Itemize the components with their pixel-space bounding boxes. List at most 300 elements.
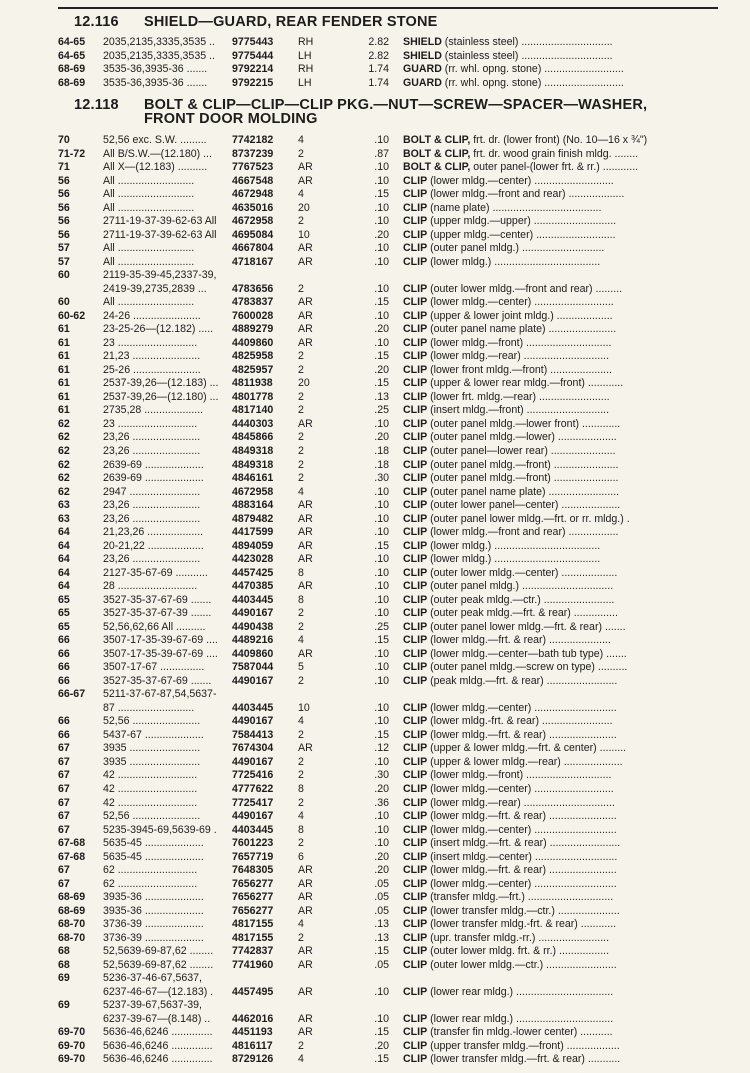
part-name: CLIP (403, 431, 428, 444)
part-number-cell: 7742182 (232, 134, 274, 146)
part-name: CLIP (403, 931, 428, 944)
description-cell (403, 283, 715, 297)
part-number-cell: 7587044 (232, 661, 274, 674)
year-cell: 64-65 (58, 36, 86, 48)
year-cell: 61 (58, 336, 70, 349)
quantity-cell: AR (298, 958, 313, 971)
part-number-cell: 9775444 (232, 49, 274, 62)
part-number-cell: 4849318 (232, 445, 274, 457)
year-cell: 66-67 (58, 688, 86, 701)
table-row (0, 499, 750, 513)
part-name: CLIP (403, 499, 428, 511)
models-cell: All B/S.W.—(12.180) ... (103, 147, 212, 160)
quantity-cell: AR (298, 864, 313, 877)
part-description: (lower mldg.—frt. & rear) ....................... (427, 810, 617, 822)
table-row (0, 824, 750, 838)
quantity-cell: RH (298, 63, 314, 75)
description-cell (403, 36, 715, 50)
part-number-cell: 4451193 (232, 1026, 273, 1039)
models-cell: 3507-17-35-39-67-69 .... (103, 634, 218, 647)
table-row (0, 553, 750, 567)
table-row (0, 310, 750, 324)
description-cell (403, 553, 715, 567)
price-cell: .05 (374, 877, 389, 890)
part-description: (lower rear mldg.) ................................. (427, 1012, 614, 1025)
part-name: SHIELD (403, 36, 442, 48)
quantity-cell: AR (298, 242, 313, 255)
price-cell: .10 (374, 282, 389, 295)
part-name: CLIP (403, 715, 428, 728)
year-cell: 69-70 (58, 1039, 86, 1052)
part-description: (outer peak mldg.—ctr.) ........................ (427, 593, 615, 606)
description-cell (403, 945, 715, 959)
models-cell: 5237-39-67,5637-39, (103, 999, 202, 1012)
quantity-cell: 2 (298, 796, 304, 809)
models-cell: 25-26 ....................... (103, 363, 201, 376)
part-description: (outer panel mldg.) ............................ (427, 242, 605, 255)
table-row (0, 878, 750, 892)
year-cell: 62 (58, 431, 70, 444)
table-row (0, 148, 750, 162)
table-row (0, 932, 750, 946)
quantity-cell: 2 (298, 282, 304, 295)
description-cell (403, 567, 715, 581)
part-number-cell: 4894059 (232, 539, 274, 552)
table-row (0, 702, 750, 716)
description-cell (403, 540, 715, 554)
part-name: CLIP (403, 526, 428, 539)
part-name: CLIP (403, 620, 428, 633)
part-description: frt. dr. (lower front) (No. 10—16 x ¾") (470, 134, 648, 146)
table-row (0, 797, 750, 811)
models-cell: 6237-46-67—(12.183) . (103, 985, 214, 998)
price-cell: .10 (374, 580, 389, 593)
price-cell: .10 (374, 985, 389, 998)
price-cell: 2.82 (368, 36, 389, 48)
part-number-cell: 8729126 (232, 1053, 274, 1066)
part-number-cell: 4672958 (232, 215, 274, 228)
price-cell: .20 (374, 1039, 389, 1052)
part-number-cell: 4490167 (232, 607, 274, 620)
price-cell: .10 (374, 242, 389, 255)
table-row (0, 486, 750, 500)
part-description: (lower mldg.—frt. & rear) ..................... (427, 634, 611, 647)
table-row (0, 526, 750, 540)
part-name: GUARD (403, 76, 442, 89)
part-name: CLIP (403, 472, 428, 484)
table-row (0, 513, 750, 527)
part-number-cell: 7767523 (232, 161, 274, 173)
part-number-cell: 7648305 (232, 864, 274, 877)
table-row (0, 567, 750, 581)
models-cell: 3535-36,3935-36 ....... (103, 76, 208, 89)
part-name: CLIP (403, 823, 428, 836)
year-cell: 64 (58, 580, 70, 593)
quantity-cell: AR (298, 539, 313, 552)
part-number-cell: 4672958 (232, 485, 274, 498)
description-cell (403, 431, 715, 445)
part-description: (lower frt. mldg.—rear) ........................ (427, 390, 610, 403)
description-cell (403, 783, 715, 797)
description-cell (403, 932, 715, 946)
table-row (0, 161, 750, 175)
models-cell: 3935 ........................ (103, 755, 201, 768)
models-cell: 3507-17-35-39-67-69 .... (103, 647, 218, 660)
table-row (0, 675, 750, 689)
models-cell: 87 .......................... (103, 701, 195, 714)
table-row (0, 175, 750, 189)
part-name: CLIP (403, 174, 428, 187)
price-cell: .18 (374, 458, 389, 471)
part-description: (upper & lower mldg.—rear) .................... (427, 755, 623, 768)
part-description: (outer panel mldg.) ............................... (427, 580, 614, 593)
table-row (0, 404, 750, 418)
price-cell: .20 (374, 431, 389, 444)
part-name: CLIP (403, 661, 428, 674)
table-row (0, 634, 750, 648)
description-cell (403, 878, 715, 892)
table-row (0, 837, 750, 851)
price-cell: .10 (374, 215, 389, 228)
table-row (0, 472, 750, 486)
table-row (0, 648, 750, 662)
part-number-cell: 7657719 (232, 850, 274, 863)
models-cell: 3527-35-37-67-39 ....... (103, 607, 212, 620)
models-cell: 3535-36,3935-36 ....... (103, 63, 208, 75)
quantity-cell: 6 (298, 850, 304, 863)
description-cell (403, 418, 715, 432)
price-cell: .10 (374, 485, 389, 498)
models-cell: 23,26 ....................... (103, 431, 201, 444)
table-row (0, 63, 750, 77)
part-number-cell: 7656277 (232, 891, 274, 904)
part-name: CLIP (403, 228, 428, 241)
year-cell: 62 (58, 417, 70, 430)
part-name: CLIP (403, 201, 428, 214)
part-number-cell: 4409860 (232, 647, 274, 660)
part-name: CLIP (403, 904, 428, 917)
part-description: (lower mldg.) .................................... (427, 255, 601, 268)
table-row (0, 891, 750, 905)
part-name: CLIP (403, 1026, 428, 1039)
price-cell: .30 (374, 472, 389, 484)
models-cell: 3527-35-37-67-69 ....... (103, 674, 212, 687)
part-number-cell: 4490167 (232, 674, 274, 687)
section-heading-12-116 (74, 15, 438, 29)
part-name: CLIP (403, 607, 428, 620)
table-row (0, 269, 750, 283)
part-description: (lower mldg.—front and rear) ................. (427, 526, 619, 539)
quantity-cell: AR (298, 580, 313, 593)
year-cell: 56 (58, 188, 70, 201)
part-name: CLIP (403, 742, 428, 755)
table-row (0, 905, 750, 919)
table-row (0, 756, 750, 770)
year-cell: 70 (58, 134, 70, 146)
table-row (0, 1053, 750, 1067)
description-cell (403, 323, 715, 337)
part-name: CLIP (403, 1039, 428, 1052)
part-name: CLIP (403, 837, 428, 849)
top-rule (58, 7, 718, 9)
models-cell: 52,56 exc. S.W. ......... (103, 134, 207, 146)
year-cell: 57 (58, 255, 70, 268)
part-number-cell: 7741960 (232, 958, 274, 971)
description-cell (403, 634, 715, 648)
price-cell: .15 (374, 539, 389, 552)
description-cell (403, 797, 715, 811)
models-cell: All .......................... (103, 174, 195, 187)
part-name: CLIP (403, 282, 428, 295)
description-cell (403, 729, 715, 743)
part-description: (lower mldg.—front) ............................. (427, 769, 612, 782)
models-cell: 5437-67 .................... (103, 728, 204, 741)
year-cell: 64-65 (58, 49, 86, 62)
price-cell: .15 (374, 377, 389, 390)
table-row (0, 377, 750, 391)
part-description: (outer panel name plate) ........................ (427, 485, 620, 498)
quantity-cell: 2 (298, 390, 304, 403)
models-cell: 6237-39-67—(8.148) .. (103, 1012, 211, 1025)
quantity-cell: 2 (298, 404, 304, 417)
models-cell: All .......................... (103, 201, 195, 214)
table-row (0, 959, 750, 973)
description-cell (403, 607, 715, 621)
year-cell: 67 (58, 796, 70, 809)
quantity-cell: 2 (298, 363, 304, 376)
description-cell (403, 715, 715, 729)
part-description: (lower front mldg.—front) ..................... (427, 363, 612, 376)
part-number-cell: 4409860 (232, 336, 274, 349)
part-number-cell: 4403445 (232, 701, 274, 714)
description-cell (403, 1013, 715, 1027)
part-name: GUARD (403, 63, 442, 75)
price-cell: .15 (374, 296, 389, 309)
part-name: CLIP (403, 958, 428, 971)
quantity-cell: 10 (298, 228, 310, 241)
quantity-cell: AR (298, 945, 313, 958)
year-cell: 56 (58, 174, 70, 187)
part-description: (outer lower panel—center) .................... (427, 499, 621, 511)
part-name: CLIP (403, 580, 428, 593)
models-cell: 23 ........................... (103, 417, 198, 430)
year-cell: 60 (58, 296, 70, 309)
part-name: CLIP (403, 255, 428, 268)
table-row (0, 202, 750, 216)
section-heading-12-118 (74, 97, 648, 127)
part-number-cell: 4423028 (232, 553, 274, 566)
models-cell: 2035,2135,3335,3535 .. (103, 49, 215, 62)
part-description: (lower mldg.—center—bath tub type) ....... (427, 647, 627, 660)
table-row (0, 729, 750, 743)
quantity-cell: 4 (298, 810, 304, 822)
quantity-cell: LH (298, 76, 312, 89)
quantity-cell: 2 (298, 215, 304, 228)
year-cell: 65 (58, 593, 70, 606)
part-number-cell: 4490167 (232, 810, 274, 822)
price-cell: .10 (374, 1012, 389, 1025)
year-cell: 61 (58, 390, 70, 403)
price-cell: .05 (374, 958, 389, 971)
description-cell (403, 702, 715, 716)
quantity-cell: 2 (298, 769, 304, 782)
part-number-cell: 4883164 (232, 499, 274, 511)
table-row (0, 418, 750, 432)
part-number-cell: 4817155 (232, 918, 274, 931)
table-row (0, 580, 750, 594)
part-number-cell: 4667804 (232, 242, 274, 255)
price-cell: .05 (374, 891, 389, 904)
part-name: CLIP (403, 485, 428, 498)
table-row (0, 50, 750, 64)
price-cell: .13 (374, 918, 389, 931)
price-cell: .10 (374, 417, 389, 430)
part-description: (lower mldg.—center) ........................... (427, 783, 614, 795)
quantity-cell: AR (298, 742, 313, 755)
part-description: (upper transfer mldg.—front) .................. (427, 1039, 620, 1052)
table-row (0, 296, 750, 310)
year-cell: 68-70 (58, 918, 86, 931)
price-cell: .15 (374, 634, 389, 647)
part-description: (outer panel mldg.—front) ...................... (427, 458, 619, 471)
part-name: CLIP (403, 296, 428, 309)
price-cell: .10 (374, 512, 389, 525)
part-name: CLIP (403, 634, 428, 647)
part-description: (lower mldg.—rear) ............................... (427, 796, 615, 809)
description-cell (403, 350, 715, 364)
quantity-cell: AR (298, 891, 313, 904)
part-name: CLIP (403, 363, 428, 376)
part-name: CLIP (403, 323, 428, 336)
models-cell: 23,26 ....................... (103, 512, 201, 525)
year-cell: 62 (58, 445, 70, 457)
price-cell: .10 (374, 607, 389, 620)
models-cell: 52,5639-69-87,62 ........ (103, 945, 214, 958)
description-cell (403, 50, 715, 64)
models-cell: 5635-45 .................... (103, 850, 204, 863)
part-description: (rr. whl. opng. stone) ........................... (441, 76, 624, 89)
price-cell: .10 (374, 255, 389, 268)
year-cell: 66 (58, 661, 70, 674)
year-cell: 67-68 (58, 850, 86, 863)
part-name: CLIP (403, 877, 428, 890)
part-number-cell: 4490438 (232, 620, 274, 633)
table-row (0, 864, 750, 878)
year-cell: 61 (58, 323, 70, 336)
part-name: CLIP (403, 985, 428, 998)
part-description: (lower transfer mldg.—frt. & rear) ........... (427, 1053, 621, 1066)
part-number-cell: 7601223 (232, 837, 274, 849)
price-cell: .20 (374, 850, 389, 863)
table-row (0, 972, 750, 986)
quantity-cell: 20 (298, 377, 310, 390)
part-name: CLIP (403, 404, 428, 417)
part-name: CLIP (403, 336, 428, 349)
part-number-cell: 4490167 (232, 715, 274, 728)
part-number-cell: 4672948 (232, 188, 274, 201)
year-cell: 68-70 (58, 931, 86, 944)
quantity-cell: AR (298, 904, 313, 917)
quantity-cell: 4 (298, 485, 304, 498)
description-cell (403, 242, 715, 256)
table-row (0, 851, 750, 865)
part-description: (lower mldg.) .................................... (427, 553, 601, 566)
models-cell: 2127-35-67-69 ........... (103, 566, 208, 579)
part-number-cell: 4403445 (232, 593, 274, 606)
models-cell: 5636-46,6246 .............. (103, 1039, 213, 1052)
part-number-cell: 8737239 (232, 147, 274, 160)
year-cell: 71-72 (58, 147, 86, 160)
part-number-cell: 4783656 (232, 282, 274, 295)
part-description: (lower mldg.—frt. & rear) ....................... (427, 864, 617, 877)
part-description: outer panel-(lower frt. & rr.) ............ (470, 161, 639, 173)
description-cell (403, 675, 715, 689)
description-cell (403, 837, 715, 851)
year-cell: 67 (58, 810, 70, 822)
price-cell: .25 (374, 404, 389, 417)
part-number-cell: 4801778 (232, 390, 274, 403)
part-number-cell: 4635016 (232, 201, 274, 214)
table-row (0, 283, 750, 297)
year-cell: 57 (58, 242, 70, 255)
part-description: (outer lower mldg.—center) ................... (427, 566, 618, 579)
year-cell: 64 (58, 566, 70, 579)
year-cell: 62 (58, 485, 70, 498)
table-row (0, 999, 750, 1013)
part-name: CLIP (403, 918, 428, 931)
models-cell: 3527-35-37-67-69 ....... (103, 593, 212, 606)
price-cell: .10 (374, 715, 389, 728)
table-row (0, 188, 750, 202)
price-cell: .10 (374, 309, 389, 322)
description-cell (403, 594, 715, 608)
models-cell: 3935-36 .................... (103, 904, 204, 917)
part-number-cell: 7742837 (232, 945, 274, 958)
quantity-cell: AR (298, 174, 313, 187)
price-cell: 1.74 (368, 76, 389, 89)
year-cell: 60 (58, 269, 70, 282)
year-cell: 66 (58, 728, 70, 741)
part-number-cell: 4817155 (232, 931, 274, 944)
part-name: CLIP (403, 864, 428, 877)
description-cell (403, 459, 715, 473)
quantity-cell: 2 (298, 607, 304, 620)
year-cell: 62 (58, 472, 70, 484)
description-cell (403, 148, 715, 162)
year-cell: 61 (58, 404, 70, 417)
models-cell: 5636-46,6246 .............. (103, 1026, 213, 1039)
description-cell (403, 959, 715, 973)
year-cell: 66 (58, 715, 70, 728)
quantity-cell: 2 (298, 674, 304, 687)
part-name: CLIP (403, 796, 428, 809)
part-name: CLIP (403, 769, 428, 782)
quantity-cell: AR (298, 336, 313, 349)
quantity-cell: AR (298, 1026, 313, 1039)
models-cell: 52,56 ....................... (103, 715, 201, 728)
price-cell: .10 (374, 823, 389, 836)
description-cell (403, 391, 715, 405)
year-cell: 63 (58, 499, 70, 511)
models-cell: 52,56 ....................... (103, 810, 201, 822)
price-cell: .10 (374, 499, 389, 511)
year-cell: 67 (58, 823, 70, 836)
part-description: (outer panel mldg.—screw on type) .......... (427, 661, 628, 674)
part-name: CLIP (403, 458, 428, 471)
quantity-cell: AR (298, 161, 313, 173)
part-description: (outer panel lower mldg.—frt. & rear) ....... (427, 620, 626, 633)
models-cell: 42 ........................... (103, 783, 198, 795)
